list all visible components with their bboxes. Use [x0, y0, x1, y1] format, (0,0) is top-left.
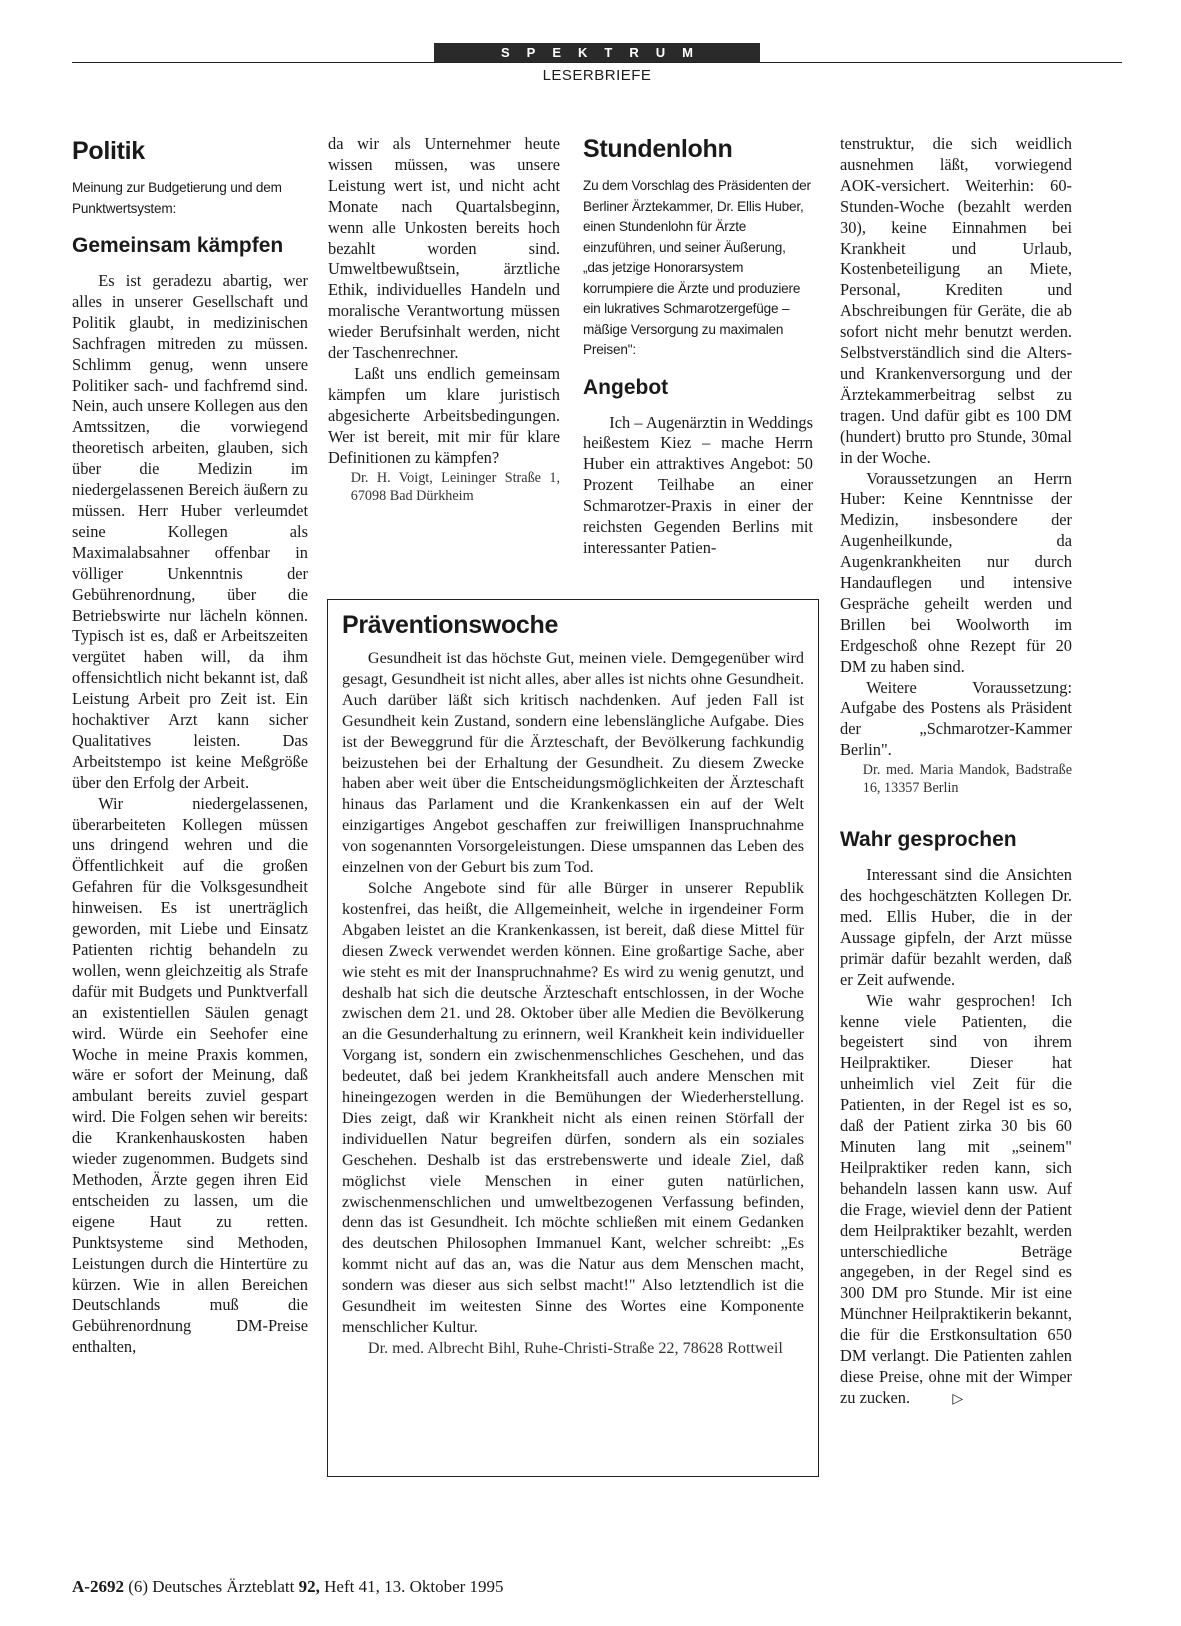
journal-volume: 92,: [298, 1577, 320, 1596]
wahr-paragraph-2-text: Wie wahr gesprochen! Ich kenne viele Patienten, die begeistert sind von ihrem Heilpraktiker. Dieser hat unheimlich viel Zeit für die Patienten, in der Regel ist es so, daß der Patient zirka 30 bis 60 Minuten lang mit „seinem" Heilpraktiker reden kann, sich behandeln lassen kann usw. Auf die Frage, wieviel denn der Patient dem Heilpraktiker bezahlt, werden unterschiedliche Beträge angegeben, in der Regel sind es 300 DM pro Stunde. Mir ist eine Münchner Heilpraktikerin bekannt, die für die Erstkonsultation 650 DM verlangt. Die Patienten zahlen diese Preise, ohne mit der Wimper zu zucken.: [840, 990, 1072, 1407]
wahr-paragraph-2: [840, 991, 1072, 1410]
stundenlohn-paragraph-2: tenstruktur, die sich weidlich ausnehmen läßt, vorwiegend AOK-versichert. Weiterhin: 60-Stunden-Woche (bezahlt werden 30), keine Einnahmen bei Krankheit und Urlaub, Kostenbeteiligung an Miete, Personal, Krediten und Abschreibungen für Geräte, die ab sofort nicht mehr benutzt werden. Selbstverständlich sind die Alters- und Krankenversorgung und der Ärztekammerbeitrag selbst zu tragen. Und dafür gibt es 100 DM (hundert) brutto pro Stunde, 30mal in der Woche.: [840, 134, 1072, 467]
print-page: (6): [128, 1577, 149, 1596]
column-right: [840, 134, 1072, 1410]
praevention-box: [327, 599, 819, 1477]
praevention-paragraph-1: Gesundheit ist das höchste Gut, meinen viele. Demgegenüber wird gesagt, Gesundheit ist nicht alles, aber alles ist nichts ohne Gesundheit. Auch darüber läßt sich kritisch nachdenken. Auf jeden Fall ist Gesundheit kein Zustand, sondern eine lebenslängliche Aufgabe. Dies ist der Beweggrund für die Ärzteschaft, der Bevölkerung fachkundig beizustehen bei der Erhaltung der Gesundheit. Zu diesem Zwecke haben aber weit über die Entscheidungsmöglichkeiten der Ärzteschaft hinaus das Parlament und die Krankenkassen ein auf der Welt einzigartiges Angebot geschaffen zur freiwilligen Inanspruchnahme von sogenannten Vorsorgeleistungen. Diese umspannen das Leben des einzelnen von der Geburt bis zum Tod.: [342, 649, 804, 877]
politik-paragraph-4: Laßt uns endlich gemeinsam kämpfen um klare juristisch abgesicherte Arbeitsbedingungen. Wer ist bereit, mit mir für klare Definitionen zu kämpfen?: [328, 363, 560, 467]
praevention-signature: Dr. med. Albrecht Bihl, Ruhe-Christi-Straße 22, 78628 Rottweil: [367, 1338, 783, 1357]
column-politik-continued: [328, 134, 560, 505]
praevention-paragraph-2: Solche Angebote sind für alle Bürger in unserer Republik kostenfrei, das heißt, die Allgemeinheit, welche in irgendeiner Form Abgaben leistet an die Krankenkassen, ist bereit, daß diese Mittel für diesen Zweck verwendet werden können. Eine großartige Sache, aber wie steht es mit der Inanspruchnahme? Es wird zu wenig genutzt, und deshalb hat sich die deutsche Ärzteschaft entschlossen, in der Woche zwischen dem 21. und 28. Oktober über alle Medien die Bevölkerung an die Gesunderhaltung zu erinnern, weil Krankheit kein individueller Vorgang ist, sondern ein zwischenmenschliches Geschehen, und das bedeutet, daß bei jedem Krankheitsfall auch andere Menschen mit hineingezogen werden in die Bemühungen der Wiederherstellung. Dies zeigt, daß wir Krankheit nicht als einen reinen Störfall der individuellen Natur begreifen dürfen, sondern als ein soziales Geschehen. Deshalb ist das erstrebenswerte und ideale Ziel, daß möglichst viele Menschen in einer guten natürlichen, zwischenmenschlichen und umweltbezogenen Verfassung befinden, denn das ist Gesundheit. Ich möchte schließen mit einem Gedanken des deutschen Philosophen Immanuel Kant, welcher schreibt: „Es kommt nicht auf das an, was die Natur aus dem Menschen macht, sondern was dieser aus sich selbst macht!" Also letztendlich ist die Gesundheit im weitesten Sinne des Wortes eine Komponente menschlicher Kultur.: [342, 878, 804, 1336]
politik-signature: Dr. H. Voigt, Leininger Straße 1, 67098 Bad Dürkheim: [350, 469, 560, 504]
continue-arrow-icon: ▷: [952, 1390, 964, 1407]
politik-subtitle: Gemeinsam kämpfen: [72, 234, 284, 257]
politik-paragraph-1: Es ist geradezu abartig, wer alles in unserer Gesellschaft und Politik glaubt, in medizinischen Sachfragen mitreden zu müssen. Schlimm genug, wenn unsere Politiker sach- und fachfremd sind. Nein, auch unsere Kollegen aus den Amtssitzen, die vorwiegend theoretisch arbeiten, glauben, sich über die Medizin im niedergelassenen Bereich äußern zu müssen. Herr Huber verleumdet seine Kollegen als Maximalabsahner offenbar in völliger Unkenntnis der Gebührenordnung, über die Betriebswirte nur lächeln können. Typisch ist es, daß er Arbeitszeiten vergütet haben will, da ihm offensichtlich nicht bekannt ist, daß Leistung Arbeit pro Zeit ist. Ein hochaktiver Arzt kann sicher Qualitatives leisten. Das Arbeitstempo ist keine Meßgröße über den Erfolg der Arbeit.: [72, 271, 308, 792]
column-stundenlohn: [583, 134, 813, 559]
page-footer: [72, 1577, 504, 1597]
section-banner: SPEKTRUM: [434, 43, 760, 62]
stundenlohn-paragraph-1: Ich – Augenärztin in Weddings heißestem Kiez – mache Herrn Huber ein attraktives Angebot: 50 Prozent Teilhabe an einer Schmarotzer-Praxis in einer der reichsten Gegenden Berlins mit interessanter Patien-: [583, 412, 813, 557]
journal-issue: Heft 41, 13. Oktober 1995: [324, 1577, 504, 1596]
stundenlohn-signature: Dr. med. Maria Mandok, Badstraße 16, 13357 Berlin: [862, 762, 1072, 797]
stundenlohn-title: Stundenlohn: [583, 135, 733, 163]
wahr-paragraph-1: Interessant sind die Ansichten des hochgeschätzten Kollegen Dr. med. Ellis Huber, die in der Aussage gipfeln, der Arzt müsse primär dafür bezahlt werden, daß er Zeit aufwende.: [840, 865, 1072, 989]
politik-paragraph-2: Wir niedergelassenen, überarbeiteten Kollegen müssen uns dringend wehren und die Öffentlichkeit auf die großen Gefahren für die Volksgesundheit hinweisen. Es ist unerträglich geworden, mit Liebe und Einsatz Patienten richtig behandeln zu wollen, wenn gleichzeitig als Strafe dafür mit Budgets und Punktverfall an existentiellen Säulen genagt wird. Würde ein Seehofer eine Woche in meine Praxis kommen, wäre er sofort der Meinung, daß ambulant bereits zuviel gespart wird. Die Folgen sehen wir bereits: die Krankenhauskosten haben wieder zugenommen. Budgets sind Methoden, Ärzte gegen ihren Eid entscheiden zu lassen, um die eigene Haut zu retten. Punktsysteme sind Methoden, Leistungen durch die Hintertüre zu kürzen. Wie in allen Bereichen Deutschlands muß die Gebührenordnung DM-Preise enthalten,: [72, 793, 308, 1357]
politik-title: Politik: [72, 137, 145, 165]
stundenlohn-paragraph-3: Voraussetzungen an Herrn Huber: Keine Kenntnisse der Medizin, insbesondere der Augenheilkunde, da Augenkrankheiten nur durch Handauflegen und intensive Gespräche geheilt werden und Brillen bei Woolworth im Erdgeschoß ohne Rezept für 20 DM zu haben sind.: [840, 468, 1072, 676]
stundenlohn-paragraph-4: Weitere Voraussetzung: Aufgabe des Postens als Präsident der „Schmarotzer-Kammer Berlin".: [840, 677, 1072, 760]
stundenlohn-intro: Zu dem Vorschlag des Präsidenten der Berliner Ärztekammer, Dr. Ellis Huber, einen Stundenlohn für Ärzte einzuführen, und seiner Äußerung, „das jetzige Honorarsystem korrumpiere die Ärzte und produziere ein lukratives Schmarotzergefüge – mäßige Versorgung zu maximalen Preisen":: [583, 178, 811, 357]
politik-paragraph-3: da wir als Unternehmer heute wissen müssen, was unsere Leistung wert ist, und nicht acht Monate nach Quartalsbeginn, wenn alle Unkosten bereits hoch bezahlt worden sind. Umweltbewußtsein, ärztliche Ethik, individuelles Handeln und moralische Verantwortung müssen wieder Berufsinhalt werden, nicht der Taschenrechner.: [328, 134, 560, 363]
praevention-title: Präventionswoche: [342, 611, 559, 639]
wahr-title: Wahr gesprochen: [840, 828, 1017, 852]
politik-intro: Meinung zur Budgetierung und dem Punktwertsystem:: [72, 180, 282, 216]
header-rule: [72, 62, 1122, 63]
page-number: A-2692: [72, 1577, 124, 1596]
stundenlohn-subtitle: Angebot: [583, 375, 669, 399]
column-politik: [72, 136, 308, 1358]
journal-name: Deutsches Ärzteblatt: [152, 1577, 295, 1596]
subsection-label: LESERBRIEFE: [542, 67, 652, 84]
